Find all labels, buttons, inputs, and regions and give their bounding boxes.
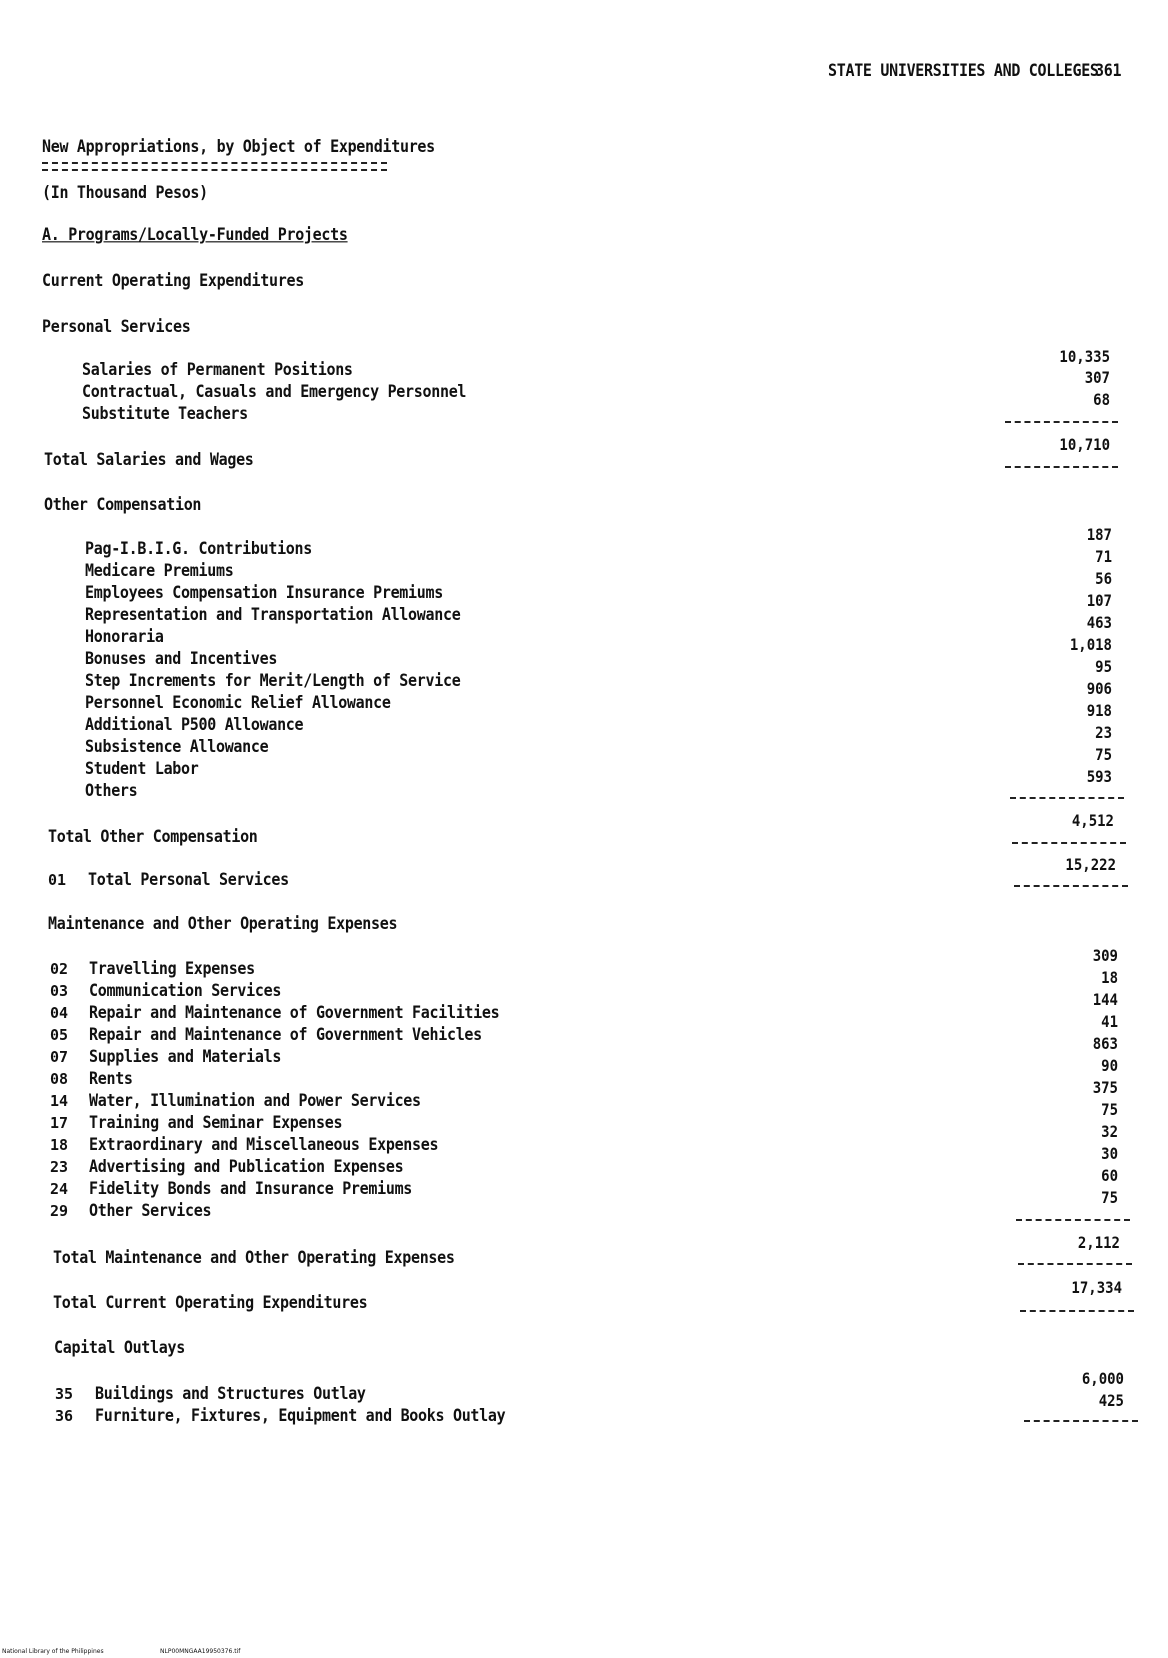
other-comp-item-value: 918 <box>1086 702 1112 721</box>
other-comp-item-label: Subsistence Allowance <box>85 736 269 757</box>
mooe-item-value: 75 <box>1101 1189 1118 1208</box>
other-comp-item-label: Medicare Premiums <box>85 560 234 581</box>
other-comp-item-label: Personnel Economic Relief Allowance <box>85 692 391 713</box>
title-double-rule <box>42 162 387 171</box>
total-personal-services-value: 15,222 <box>1065 856 1116 875</box>
mooe-item-value: 60 <box>1101 1167 1118 1186</box>
object-code: 08 <box>50 1070 69 1088</box>
object-code: 36 <box>55 1407 74 1425</box>
total-rule <box>1018 1263 1132 1265</box>
other-compensation-heading: Other Compensation <box>44 494 202 515</box>
mooe-item-value: 309 <box>1092 947 1118 966</box>
salaries-item-label: Contractual, Casuals and Emergency Personnel <box>82 381 467 402</box>
mooe-item-value: 32 <box>1101 1123 1118 1142</box>
running-header: STATE UNIVERSITIES AND COLLEGES <box>828 60 1099 81</box>
other-comp-item-label: Pag-I.B.I.G. Contributions <box>85 538 313 559</box>
object-code: 07 <box>50 1048 69 1066</box>
object-code: 02 <box>50 960 69 978</box>
other-comp-item-value: 906 <box>1086 680 1112 699</box>
total-rule <box>1012 842 1126 844</box>
object-code: 14 <box>50 1092 69 1110</box>
total-current-operating-label: Total Current Operating Expenditures <box>53 1292 368 1313</box>
other-comp-item-label: Others <box>85 780 138 801</box>
unit-note: (In Thousand Pesos) <box>42 182 208 203</box>
current-operating-heading: Current Operating Expenditures <box>42 270 304 291</box>
other-comp-item-label: Representation and Transportation Allowance <box>85 604 461 625</box>
total-current-operating-value: 17,334 <box>1071 1279 1122 1298</box>
capital-item-value: 425 <box>1098 1392 1124 1411</box>
salaries-item-label: Salaries of Permanent Positions <box>82 359 353 380</box>
mooe-item-label: Advertising and Publication Expenses <box>89 1156 404 1177</box>
document-title: New Appropriations, by Object of Expenditures <box>42 136 435 157</box>
other-comp-item-value: 187 <box>1086 526 1112 545</box>
total-other-comp-label: Total Other Compensation <box>48 826 258 847</box>
section-heading: A. Programs/Locally-Funded Projects <box>42 224 348 245</box>
mooe-item-value: 75 <box>1101 1101 1118 1120</box>
subtotal-rule <box>1024 1420 1138 1422</box>
other-comp-item-value: 1,018 <box>1069 636 1112 655</box>
capital-item-value: 6,000 <box>1081 1370 1124 1389</box>
mooe-item-value: 18 <box>1101 969 1118 988</box>
other-comp-item-value: 23 <box>1095 724 1112 743</box>
other-comp-item-value: 463 <box>1086 614 1112 633</box>
mooe-item-value: 90 <box>1101 1057 1118 1076</box>
mooe-item-label: Extraordinary and Miscellaneous Expenses <box>89 1134 439 1155</box>
other-comp-item-label: Step Increments for Merit/Length of Service <box>85 670 461 691</box>
object-code: 03 <box>50 982 69 1000</box>
salaries-item-value: 68 <box>1093 391 1110 410</box>
mooe-item-label: Fidelity Bonds and Insurance Premiums <box>89 1178 413 1199</box>
capital-outlays-heading: Capital Outlays <box>54 1337 185 1358</box>
subtotal-rule <box>1016 1219 1130 1221</box>
subtotal-rule <box>1005 421 1118 423</box>
mooe-heading: Maintenance and Other Operating Expenses <box>48 913 398 934</box>
mooe-item-value: 863 <box>1092 1035 1118 1054</box>
mooe-item-label: Other Services <box>89 1200 212 1221</box>
object-code: 01 <box>48 871 67 889</box>
mooe-item-label: Training and Seminar Expenses <box>89 1112 343 1133</box>
mooe-item-label: Communication Services <box>89 980 282 1001</box>
mooe-item-label: Rents <box>89 1068 133 1089</box>
object-code: 05 <box>50 1026 69 1044</box>
object-code: 04 <box>50 1004 69 1022</box>
total-other-comp-value: 4,512 <box>1071 812 1114 831</box>
other-comp-item-label: Student Labor <box>85 758 199 779</box>
other-comp-item-value: 75 <box>1095 746 1112 765</box>
object-code: 23 <box>50 1158 69 1176</box>
other-comp-item-value: 71 <box>1095 548 1112 567</box>
object-code: 24 <box>50 1180 69 1198</box>
subtotal-rule <box>1010 797 1124 799</box>
mooe-item-label: Repair and Maintenance of Government Facilities <box>89 1002 500 1023</box>
other-comp-item-label: Employees Compensation Insurance Premiums <box>85 582 443 603</box>
mooe-item-value: 375 <box>1092 1079 1118 1098</box>
other-comp-item-value: 593 <box>1086 768 1112 787</box>
scan-library-note: National Library of the Philippines <box>2 1648 104 1655</box>
total-rule <box>1020 1310 1134 1312</box>
mooe-item-value: 144 <box>1092 991 1118 1010</box>
personal-services-heading: Personal Services <box>42 316 191 337</box>
total-mooe-value: 2,112 <box>1077 1234 1120 1253</box>
mooe-item-value: 41 <box>1101 1013 1118 1032</box>
mooe-item-value: 30 <box>1101 1145 1118 1164</box>
salaries-item-value: 10,335 <box>1059 348 1110 367</box>
capital-item-label: Furniture, Fixtures, Equipment and Books Outlay <box>95 1405 506 1426</box>
mooe-item-label: Supplies and Materials <box>89 1046 282 1067</box>
total-salaries-label: Total Salaries and Wages <box>44 449 254 470</box>
total-mooe-label: Total Maintenance and Other Operating Expenses <box>53 1247 455 1268</box>
object-code: 35 <box>55 1385 74 1403</box>
capital-item-label: Buildings and Structures Outlay <box>95 1383 366 1404</box>
total-rule <box>1014 885 1128 887</box>
mooe-item-label: Water, Illumination and Power Services <box>89 1090 421 1111</box>
other-comp-item-label: Honoraria <box>85 626 164 647</box>
page-number: 361 <box>1095 60 1122 81</box>
salaries-item-value: 307 <box>1084 369 1110 388</box>
total-personal-services-label: Total Personal Services <box>88 869 289 890</box>
object-code: 29 <box>50 1202 69 1220</box>
other-comp-item-label: Additional P500 Allowance <box>85 714 304 735</box>
object-code: 18 <box>50 1136 69 1154</box>
total-salaries-value: 10,710 <box>1059 436 1110 455</box>
mooe-item-label: Repair and Maintenance of Government Vehicles <box>89 1024 482 1045</box>
salaries-item-label: Substitute Teachers <box>82 403 248 424</box>
other-comp-item-value: 107 <box>1086 592 1112 611</box>
total-rule <box>1005 466 1118 468</box>
other-comp-item-label: Bonuses and Incentives <box>85 648 278 669</box>
mooe-item-label: Travelling Expenses <box>89 958 255 979</box>
other-comp-item-value: 56 <box>1095 570 1112 589</box>
scan-file-note: NLP00MNGAA19950376.tif <box>160 1648 241 1655</box>
other-comp-item-value: 95 <box>1095 658 1112 677</box>
object-code: 17 <box>50 1114 69 1132</box>
